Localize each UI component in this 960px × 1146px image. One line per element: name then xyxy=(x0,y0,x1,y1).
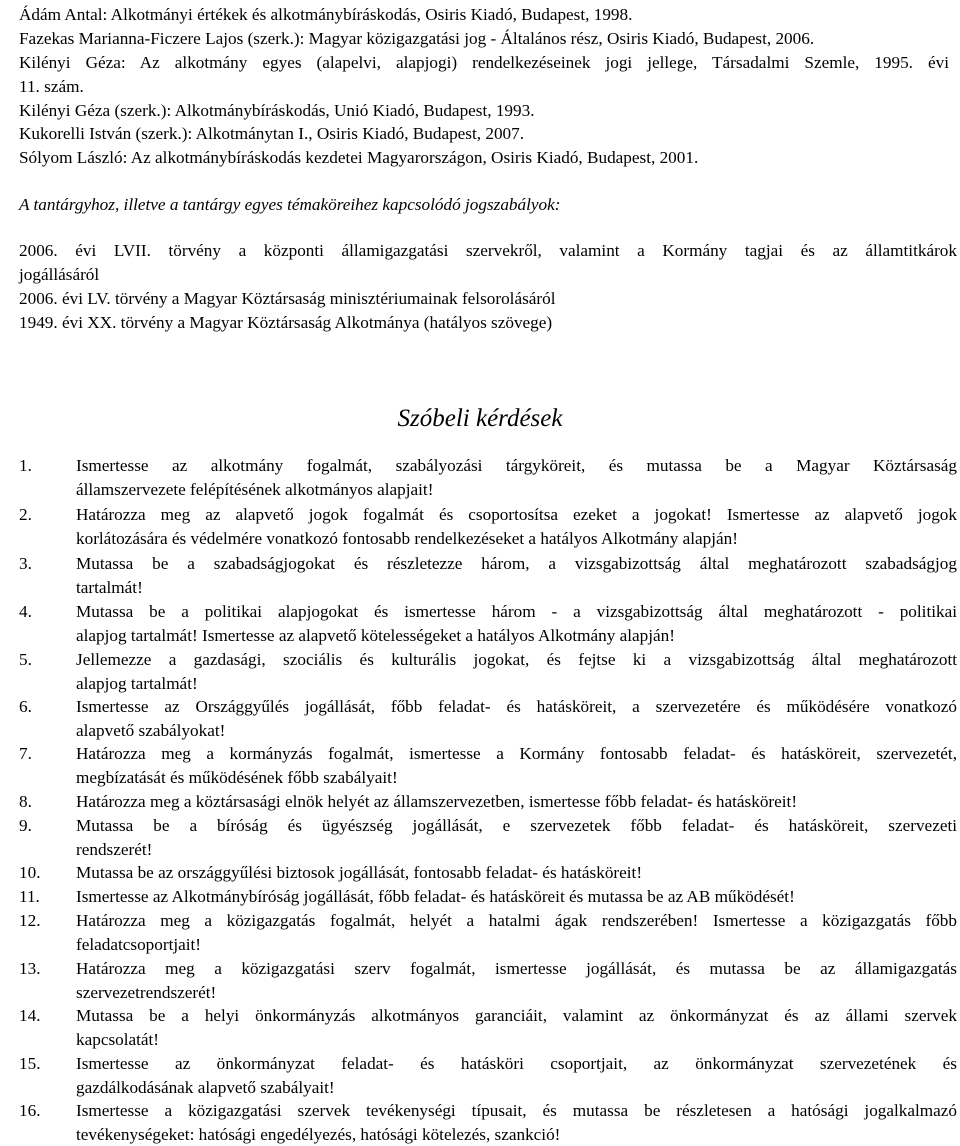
reference-line: Ádám Antal: Alkotmányi értékek és alkotmánybíráskodás, Osiris Kiadó, Budapest, 1998. xyxy=(19,5,633,24)
question-number: 12. xyxy=(19,911,41,930)
reference-line: Kilényi Géza: Az alkotmány egyes (alapelvi, alapjogi) rendelkezéseinek jogi jellege, Társadalmi Szemle, 1995. évi xyxy=(19,53,949,72)
law-line: 1949. évi XX. törvény a Magyar Köztársaság Alkotmánya (hatályos szövege) xyxy=(19,313,553,332)
question-text-line: alapvető szabályokat! xyxy=(76,721,226,740)
question-text-line: Ismertesse az önkormányzat feladat- és hatásköri csoportjait, az önkormányzat szervezetének és xyxy=(76,1054,957,1073)
question-text-line: Jellemezze a gazdasági, szociális és kulturális jogokat, és fejtse ki a vizsgabizottság által meghatározott xyxy=(76,650,957,669)
question-text-line: Mutassa be a helyi önkormányzás alkotmányos garanciáit, valamint az önkormányzat és az állami szervek xyxy=(76,1006,957,1025)
question-number: 7. xyxy=(19,744,32,763)
reference-line: Kukorelli István (szerk.): Alkotmánytan I., Osiris Kiadó, Budapest, 2007. xyxy=(19,124,525,143)
question-text-line: Mutassa be a politikai alapjogokat és ismertesse három - a vizsgabizottság által meghatározott - politikai xyxy=(76,602,957,621)
question-number: 2. xyxy=(19,505,32,524)
law-line: 2006. évi LVII. törvény a központi államigazgatási szervekről, valamint a Kormány tagjai és az államtitkárok xyxy=(19,241,957,260)
question-number: 4. xyxy=(19,602,32,621)
question-number: 13. xyxy=(19,959,41,978)
question-number: 10. xyxy=(19,863,41,882)
question-number: 9. xyxy=(19,816,32,835)
question-number: 16. xyxy=(19,1101,41,1120)
question-text-line: Mutassa be a bíróság és ügyészség jogállását, e szervezetek főbb feladat- és hatásköreit, szervezeti xyxy=(76,816,957,835)
laws-heading: A tantárgyhoz, illetve a tantárgy egyes témaköreihez kapcsolódó jogszabályok: xyxy=(19,195,561,214)
question-text-line: Ismertesse az Országgyűlés jogállását, főbb feladat- és hatásköreit, a szervezetére és működésére vonatkozó xyxy=(76,697,957,716)
law-line: 2006. évi LV. törvény a Magyar Köztársaság minisztériumainak felsorolásáról xyxy=(19,289,556,308)
question-text-line: Mutassa be az országgyűlési biztosok jogállását, fontosabb feladat- és hatásköreit! xyxy=(76,863,643,882)
question-text-line: Határozza meg a köztársasági elnök helyét az államszervezetben, ismertesse főbb feladat- és hatásköreit! xyxy=(76,792,798,811)
question-text-line: Ismertesse az Alkotmánybíróság jogállását, főbb feladat- és hatásköreit és mutassa be az AB működését! xyxy=(76,887,795,906)
question-text-line: feladatcsoportjait! xyxy=(76,935,202,954)
law-line: jogállásáról xyxy=(19,265,100,284)
question-text-line: Ismertesse a közigazgatási szervek tevékenységi típusait, és mutassa be részletesen a hatósági jogalkalmazó xyxy=(76,1101,957,1120)
question-text-line: Határozza meg a közigazgatási szerv fogalmát, ismertesse jogállását, és mutassa be az államigazgatás xyxy=(76,959,957,978)
question-text-line: szervezetrendszerét! xyxy=(76,983,217,1002)
question-text-line: alapjog tartalmát! Ismertesse az alapvető kötelességeket a hatályos Alkotmány alapján! xyxy=(76,626,675,645)
question-text-line: Határozza meg a közigazgatás fogalmát, helyét a hatalmi ágak rendszerében! Ismertesse a közigazgatás főbb xyxy=(76,911,957,930)
reference-line: 11. szám. xyxy=(19,77,84,96)
question-text-line: megbízatását és működésének főbb szabályait! xyxy=(76,768,398,787)
question-text-line: rendszerét! xyxy=(76,840,153,859)
question-number: 3. xyxy=(19,554,32,573)
question-text-line: kapcsolatát! xyxy=(76,1030,160,1049)
reference-line: Sólyom László: Az alkotmánybíráskodás kezdetei Magyarországon, Osiris Kiadó, Budapest, 2001. xyxy=(19,148,699,167)
section-title: Szóbeli kérdések xyxy=(397,405,563,432)
question-text-line: gazdálkodásának alapvető szabályait! xyxy=(76,1078,335,1097)
question-text-line: Határozza meg az alapvető jogok fogalmát és csoportosítsa ezeket a jogokat! Ismertesse az alapvető jogok xyxy=(76,505,957,524)
reference-line: Kilényi Géza (szerk.): Alkotmánybíráskodás, Unió Kiadó, Budapest, 1993. xyxy=(19,101,535,120)
question-text-line: alapjog tartalmát! xyxy=(76,674,198,693)
question-text-line: tartalmát! xyxy=(76,578,143,597)
question-text-line: Határozza meg a kormányzás fogalmát, ismertesse a Kormány fontosabb feladat- és hatásköreit, szervezetét, xyxy=(76,744,957,763)
question-number: 11. xyxy=(19,887,40,906)
question-number: 5. xyxy=(19,650,32,669)
question-number: 15. xyxy=(19,1054,41,1073)
question-text-line: korlátozására és védelmére vonatkozó fontosabb rendelkezéseket a hatályos Alkotmány alapján! xyxy=(76,529,738,548)
question-text-line: Mutassa be a szabadságjogokat és részletezze három, a vizsgabizottság által meghatározott szabadságjog xyxy=(76,554,957,573)
question-number: 8. xyxy=(19,792,32,811)
question-number: 1. xyxy=(19,456,32,475)
reference-line: Fazekas Marianna-Ficzere Lajos (szerk.): Magyar közigazgatási jog - Általános rész, Osiris Kiadó, Budapest, 2006. xyxy=(19,29,815,48)
question-number: 14. xyxy=(19,1006,41,1025)
question-text-line: Ismertesse az alkotmány fogalmát, szabályozási tárgyköreit, és mutassa be a Magyar Köztársaság xyxy=(76,456,957,475)
question-text-line: államszervezete felépítésének alkotmányos alapjait! xyxy=(76,480,434,499)
question-text-line: tevékenységeket: hatósági engedélyezés, hatósági kötelezés, szankció! xyxy=(76,1125,561,1144)
question-number: 6. xyxy=(19,697,32,716)
